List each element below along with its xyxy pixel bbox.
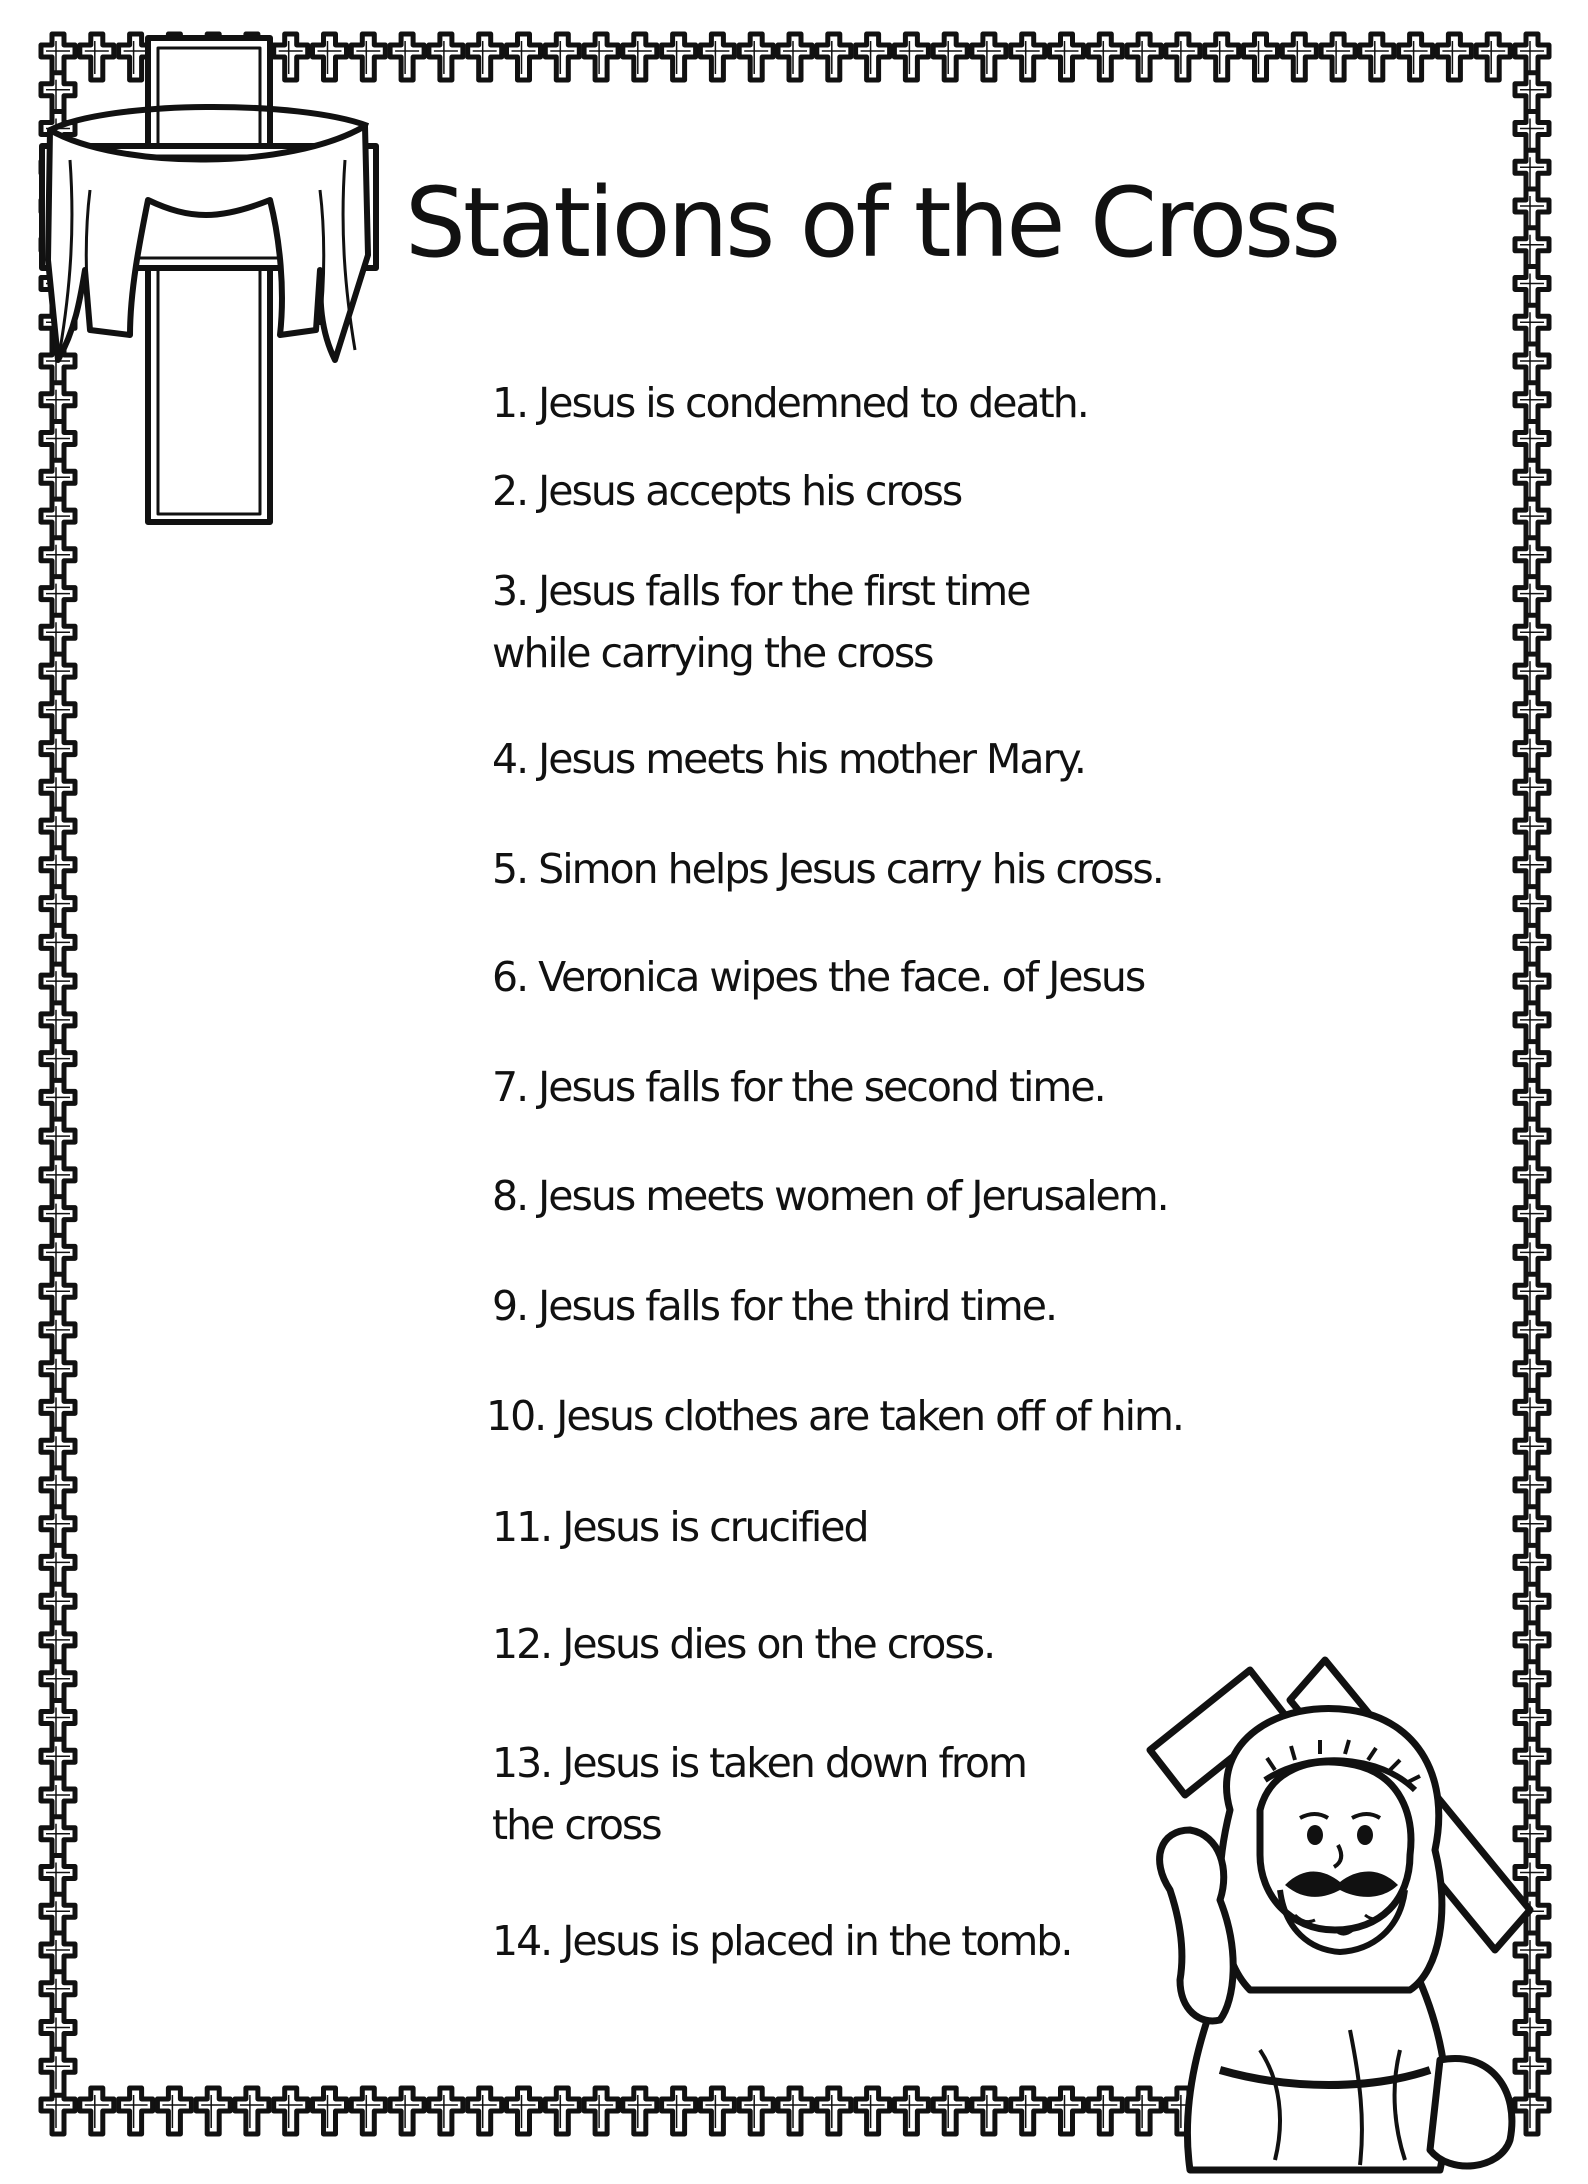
small-cross-icon xyxy=(739,34,773,80)
small-cross-icon xyxy=(1050,34,1084,80)
small-cross-icon xyxy=(933,2088,967,2134)
small-cross-icon xyxy=(1437,34,1471,80)
small-cross-icon xyxy=(972,2088,1006,2134)
station-text: Jesus is taken down from the cross xyxy=(492,1739,1026,1849)
station-item xyxy=(492,946,1192,1008)
small-cross-icon xyxy=(390,2088,424,2134)
small-cross-icon xyxy=(313,2088,347,2134)
station-number: 8. xyxy=(492,1172,528,1220)
small-cross-icon xyxy=(468,2088,502,2134)
station-number: 4. xyxy=(492,735,528,783)
station-number: 7. xyxy=(492,1063,528,1111)
station-item xyxy=(492,372,1192,434)
small-cross-icon xyxy=(1321,34,1355,80)
station-item xyxy=(492,1165,1192,1227)
small-cross-icon xyxy=(700,2088,734,2134)
station-item xyxy=(492,460,1192,522)
station-item xyxy=(492,1910,1192,1972)
small-cross-icon xyxy=(545,34,579,80)
station-item xyxy=(492,728,1192,790)
small-cross-icon xyxy=(972,34,1006,80)
small-cross-icon xyxy=(817,2088,851,2134)
small-cross-icon xyxy=(1244,34,1278,80)
small-cross-icon xyxy=(933,34,967,80)
station-text: Jesus falls for the second time. xyxy=(538,1063,1105,1111)
small-cross-icon xyxy=(1050,2088,1084,2134)
small-cross-icon xyxy=(778,34,812,80)
small-cross-icon xyxy=(1011,34,1045,80)
small-cross-icon xyxy=(80,2088,114,2134)
small-cross-icon xyxy=(1088,34,1122,80)
small-cross-icon xyxy=(856,2088,890,2134)
small-cross-icon xyxy=(429,2088,463,2134)
station-text: Veronica wipes the face. of Jesus xyxy=(538,953,1145,1001)
small-cross-icon xyxy=(41,2049,75,2095)
small-cross-icon xyxy=(584,2088,618,2134)
small-cross-icon xyxy=(390,34,424,80)
station-number: 3. xyxy=(492,567,528,615)
station-item xyxy=(492,1613,1192,1675)
station-number: 6. xyxy=(492,953,528,1001)
station-text: Jesus falls for the third time. xyxy=(538,1282,1056,1330)
station-number: 10. xyxy=(486,1392,546,1440)
small-cross-icon xyxy=(584,34,618,80)
small-cross-icon xyxy=(1166,34,1200,80)
station-text: Jesus is placed in the tomb. xyxy=(562,1917,1072,1965)
small-cross-icon xyxy=(623,2088,657,2134)
station-number: 1. xyxy=(492,379,528,427)
small-cross-icon xyxy=(468,34,502,80)
small-cross-icon xyxy=(1282,34,1316,80)
small-cross-icon xyxy=(739,2088,773,2134)
small-cross-icon xyxy=(1011,2088,1045,2134)
station-text: Jesus clothes are taken off of him. xyxy=(556,1392,1183,1440)
small-cross-icon xyxy=(662,34,696,80)
station-number: 14. xyxy=(492,1917,552,1965)
small-cross-icon xyxy=(1205,34,1239,80)
small-cross-icon xyxy=(196,2088,230,2134)
station-number: 11. xyxy=(492,1503,552,1551)
small-cross-icon xyxy=(1360,34,1394,80)
small-cross-icon xyxy=(894,34,928,80)
station-text: Jesus accepts his cross xyxy=(538,467,962,515)
station-item xyxy=(492,838,1192,900)
draped-cross-icon xyxy=(30,30,380,530)
small-cross-icon xyxy=(894,2088,928,2134)
station-text: Jesus falls for the first time while carrying the cross xyxy=(492,567,1030,677)
small-cross-icon xyxy=(817,34,851,80)
page-title: Stations of the Cross xyxy=(405,167,1339,279)
small-cross-icon xyxy=(1127,34,1161,80)
station-item xyxy=(492,1056,1192,1118)
small-cross-icon xyxy=(623,34,657,80)
station-text: Jesus is crucified xyxy=(562,1503,868,1551)
small-cross-icon xyxy=(119,2088,153,2134)
small-cross-icon xyxy=(351,2088,385,2134)
station-number: 2. xyxy=(492,467,528,515)
small-cross-icon xyxy=(507,2088,541,2134)
small-cross-icon xyxy=(662,2088,696,2134)
station-number: 5. xyxy=(492,845,528,893)
jesus-carrying-cross-illustration xyxy=(1110,1630,1570,2180)
station-number: 13. xyxy=(492,1739,552,1787)
station-item xyxy=(492,1732,1052,1856)
station-item xyxy=(492,1275,1192,1337)
station-text: Simon helps Jesus carry his cross. xyxy=(538,845,1163,893)
small-cross-icon xyxy=(545,2088,579,2134)
station-item xyxy=(492,560,1052,684)
small-cross-icon xyxy=(235,2088,269,2134)
station-text: Jesus is condemned to death. xyxy=(538,379,1088,427)
station-number: 9. xyxy=(492,1282,528,1330)
station-number: 12. xyxy=(492,1620,552,1668)
station-text: Jesus dies on the cross. xyxy=(562,1620,995,1668)
small-cross-icon xyxy=(507,34,541,80)
small-cross-icon xyxy=(1399,34,1433,80)
small-cross-icon xyxy=(274,2088,308,2134)
station-text: Jesus meets women of Jerusalem. xyxy=(538,1172,1168,1220)
small-cross-icon xyxy=(1476,34,1510,80)
station-text: Jesus meets his mother Mary. xyxy=(538,735,1085,783)
small-cross-icon xyxy=(856,34,890,80)
small-cross-icon xyxy=(429,34,463,80)
station-item xyxy=(492,1496,1192,1558)
station-item xyxy=(486,1385,1186,1447)
small-cross-icon xyxy=(700,34,734,80)
small-cross-icon xyxy=(778,2088,812,2134)
small-cross-icon xyxy=(157,2088,191,2134)
